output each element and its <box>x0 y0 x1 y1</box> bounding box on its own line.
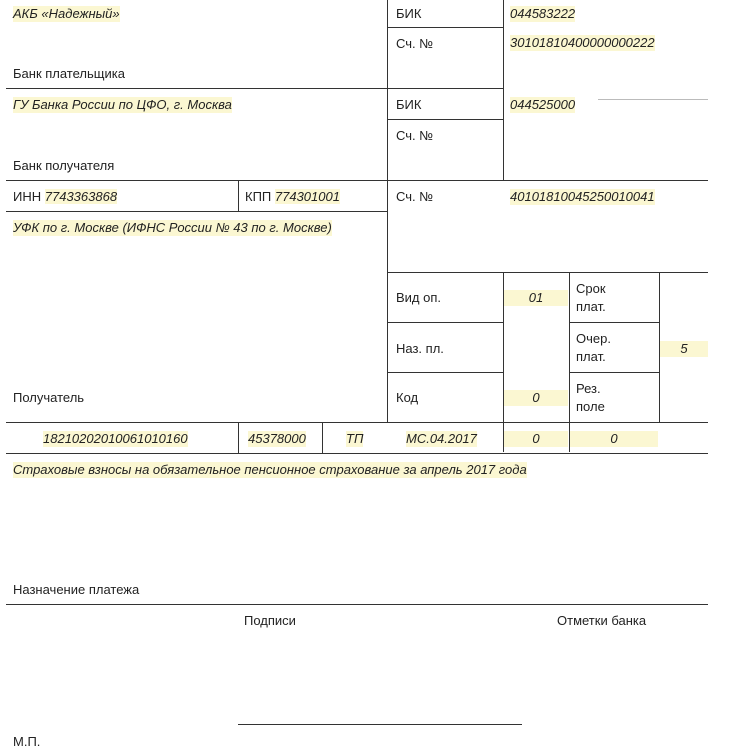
kpp-field <box>245 189 340 205</box>
srok-label-1: Срок <box>576 281 606 296</box>
bank-marks-label: Отметки банка <box>557 613 647 628</box>
purpose-text: Страховые взносы на обязательное пенсионное страхование за апрель 2017 года <box>13 462 527 477</box>
divider <box>238 423 239 453</box>
payer-bank-name: АКБ «Надежный» <box>13 6 120 21</box>
recipient-bank-label: Банк получателя <box>13 158 115 173</box>
divider <box>6 88 503 89</box>
payer-bik-value: 044583222 <box>510 6 576 21</box>
ocher-value: 5 <box>660 341 708 357</box>
inn-value: 7743363868 <box>44 189 118 204</box>
rez-label-2: поле <box>576 399 605 414</box>
rez-label-1: Рез. <box>576 381 601 396</box>
divider <box>6 211 387 212</box>
inn-field <box>13 189 117 205</box>
payer-bank-label: Банк плательщика <box>13 66 125 81</box>
divider <box>6 604 708 605</box>
kbk-value: 18210202010061010160 <box>43 431 188 446</box>
divider <box>569 322 659 323</box>
recipient-account-value: 40101810045250010041 <box>510 189 655 204</box>
srok-label-2: плат. <box>576 299 606 314</box>
vid-op-label: Вид оп. <box>396 290 442 305</box>
payer-account-value: 30101810400000000222 <box>510 35 655 50</box>
payer-account-label: Сч. № <box>396 36 434 51</box>
signature-line <box>238 724 522 725</box>
recipient-name: УФК по г. Москве (ИФНС России № 43 по г. Москве) <box>13 220 332 235</box>
inn-label: ИНН <box>13 189 42 204</box>
kpp-value: 774301001 <box>274 189 340 204</box>
divider <box>387 27 503 28</box>
oktmo-value: 45378000 <box>248 431 306 446</box>
divider <box>387 322 503 323</box>
kod-value: 0 <box>504 390 568 406</box>
recipient-bank-account-label: Сч. № <box>396 128 434 143</box>
ocher-label-1: Очер. <box>576 331 611 346</box>
naz-pl-label: Наз. пл. <box>396 341 444 356</box>
signatures-label: Подписи <box>244 613 296 628</box>
recipient-bik-label: БИК <box>396 97 422 112</box>
divider <box>238 180 239 211</box>
divider <box>6 180 708 181</box>
recipient-label: Получатель <box>13 390 85 405</box>
payer-bik-label: БИК <box>396 6 422 21</box>
divider <box>6 453 708 454</box>
divider <box>569 272 570 452</box>
basis-value: ТП <box>346 431 364 446</box>
divider <box>503 0 504 180</box>
period-value: МС.04.2017 <box>406 431 477 446</box>
divider <box>387 272 708 273</box>
divider <box>598 99 708 100</box>
divider <box>6 422 708 423</box>
doc-date-value: 0 <box>570 431 658 447</box>
ocher-label-2: плат. <box>576 349 606 364</box>
divider <box>387 372 503 373</box>
purpose-label: Назначение платежа <box>13 582 140 597</box>
recipient-bank-name: ГУ Банка России по ЦФО, г. Москва <box>13 97 232 112</box>
recipient-bik-value: 044525000 <box>510 97 576 112</box>
kpp-label: КПП <box>245 189 272 204</box>
divider <box>387 119 503 120</box>
vid-op-value: 01 <box>504 290 568 306</box>
divider <box>387 0 388 423</box>
recipient-account-label: Сч. № <box>396 189 434 204</box>
kod-label: Код <box>396 390 419 405</box>
divider <box>322 423 323 453</box>
stamp-label: М.П. <box>13 734 41 749</box>
divider <box>569 372 659 373</box>
doc-number-value: 0 <box>504 431 568 447</box>
